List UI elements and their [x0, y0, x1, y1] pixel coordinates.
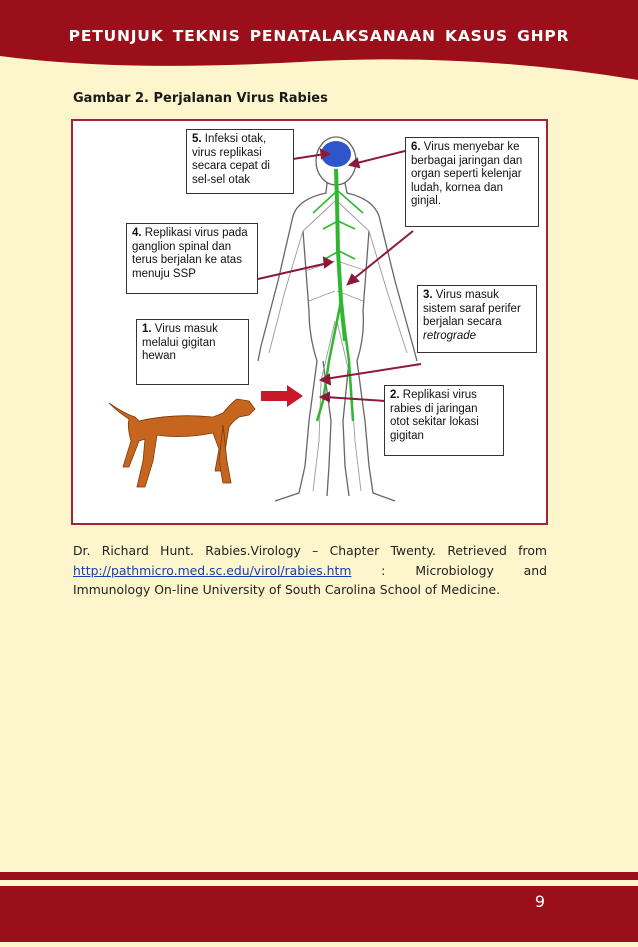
label-box-4: 4. Replikasi virus pada ganglion spinal dan terus berjalan ke atas menuju SSP — [126, 223, 258, 294]
figure-caption: Dr. Richard Hunt. Rabies.Virology – Chapter Twenty. Retrieved from http://pathmicro.med.sc.edu/virol/rabies.htm : Microbiology and Immunology On-line University of South Carolina School of Medicine. — [73, 543, 547, 597]
rabies-figure — [71, 119, 548, 525]
infected-nerve — [317, 301, 353, 421]
label-box-2: 2. Replikasi virus rabies di jaringan otot sekitar lokasi gigitan — [384, 385, 504, 456]
label-box-3: 3. Virus masuk sistem saraf perifer berjalan secara retrograde — [417, 285, 537, 353]
figure-title: Gambar 2. Perjalanan Virus Rabies — [73, 91, 328, 106]
label-box-6: 6. Virus menyebar ke berbagai jaringan dan organ seperti kelenjar ludah, kornea dan ginjal. — [405, 137, 539, 227]
dog-icon — [109, 399, 255, 487]
header-title: PETUNJUK TEKNIS PENATALAKSANAAN KASUS GHPR — [68, 27, 570, 45]
label-box-5: 5. Infeksi otak, virus replikasi secara cepat di sel-sel otak — [186, 129, 294, 194]
label-box-1: 1. Virus masuk melalui gigitan hewan — [136, 319, 249, 385]
page-number: 9 — [534, 892, 546, 911]
bite-arrow-icon — [261, 385, 303, 407]
source-link[interactable]: http://pathmicro.med.sc.edu/virol/rabies.htm — [73, 562, 352, 578]
